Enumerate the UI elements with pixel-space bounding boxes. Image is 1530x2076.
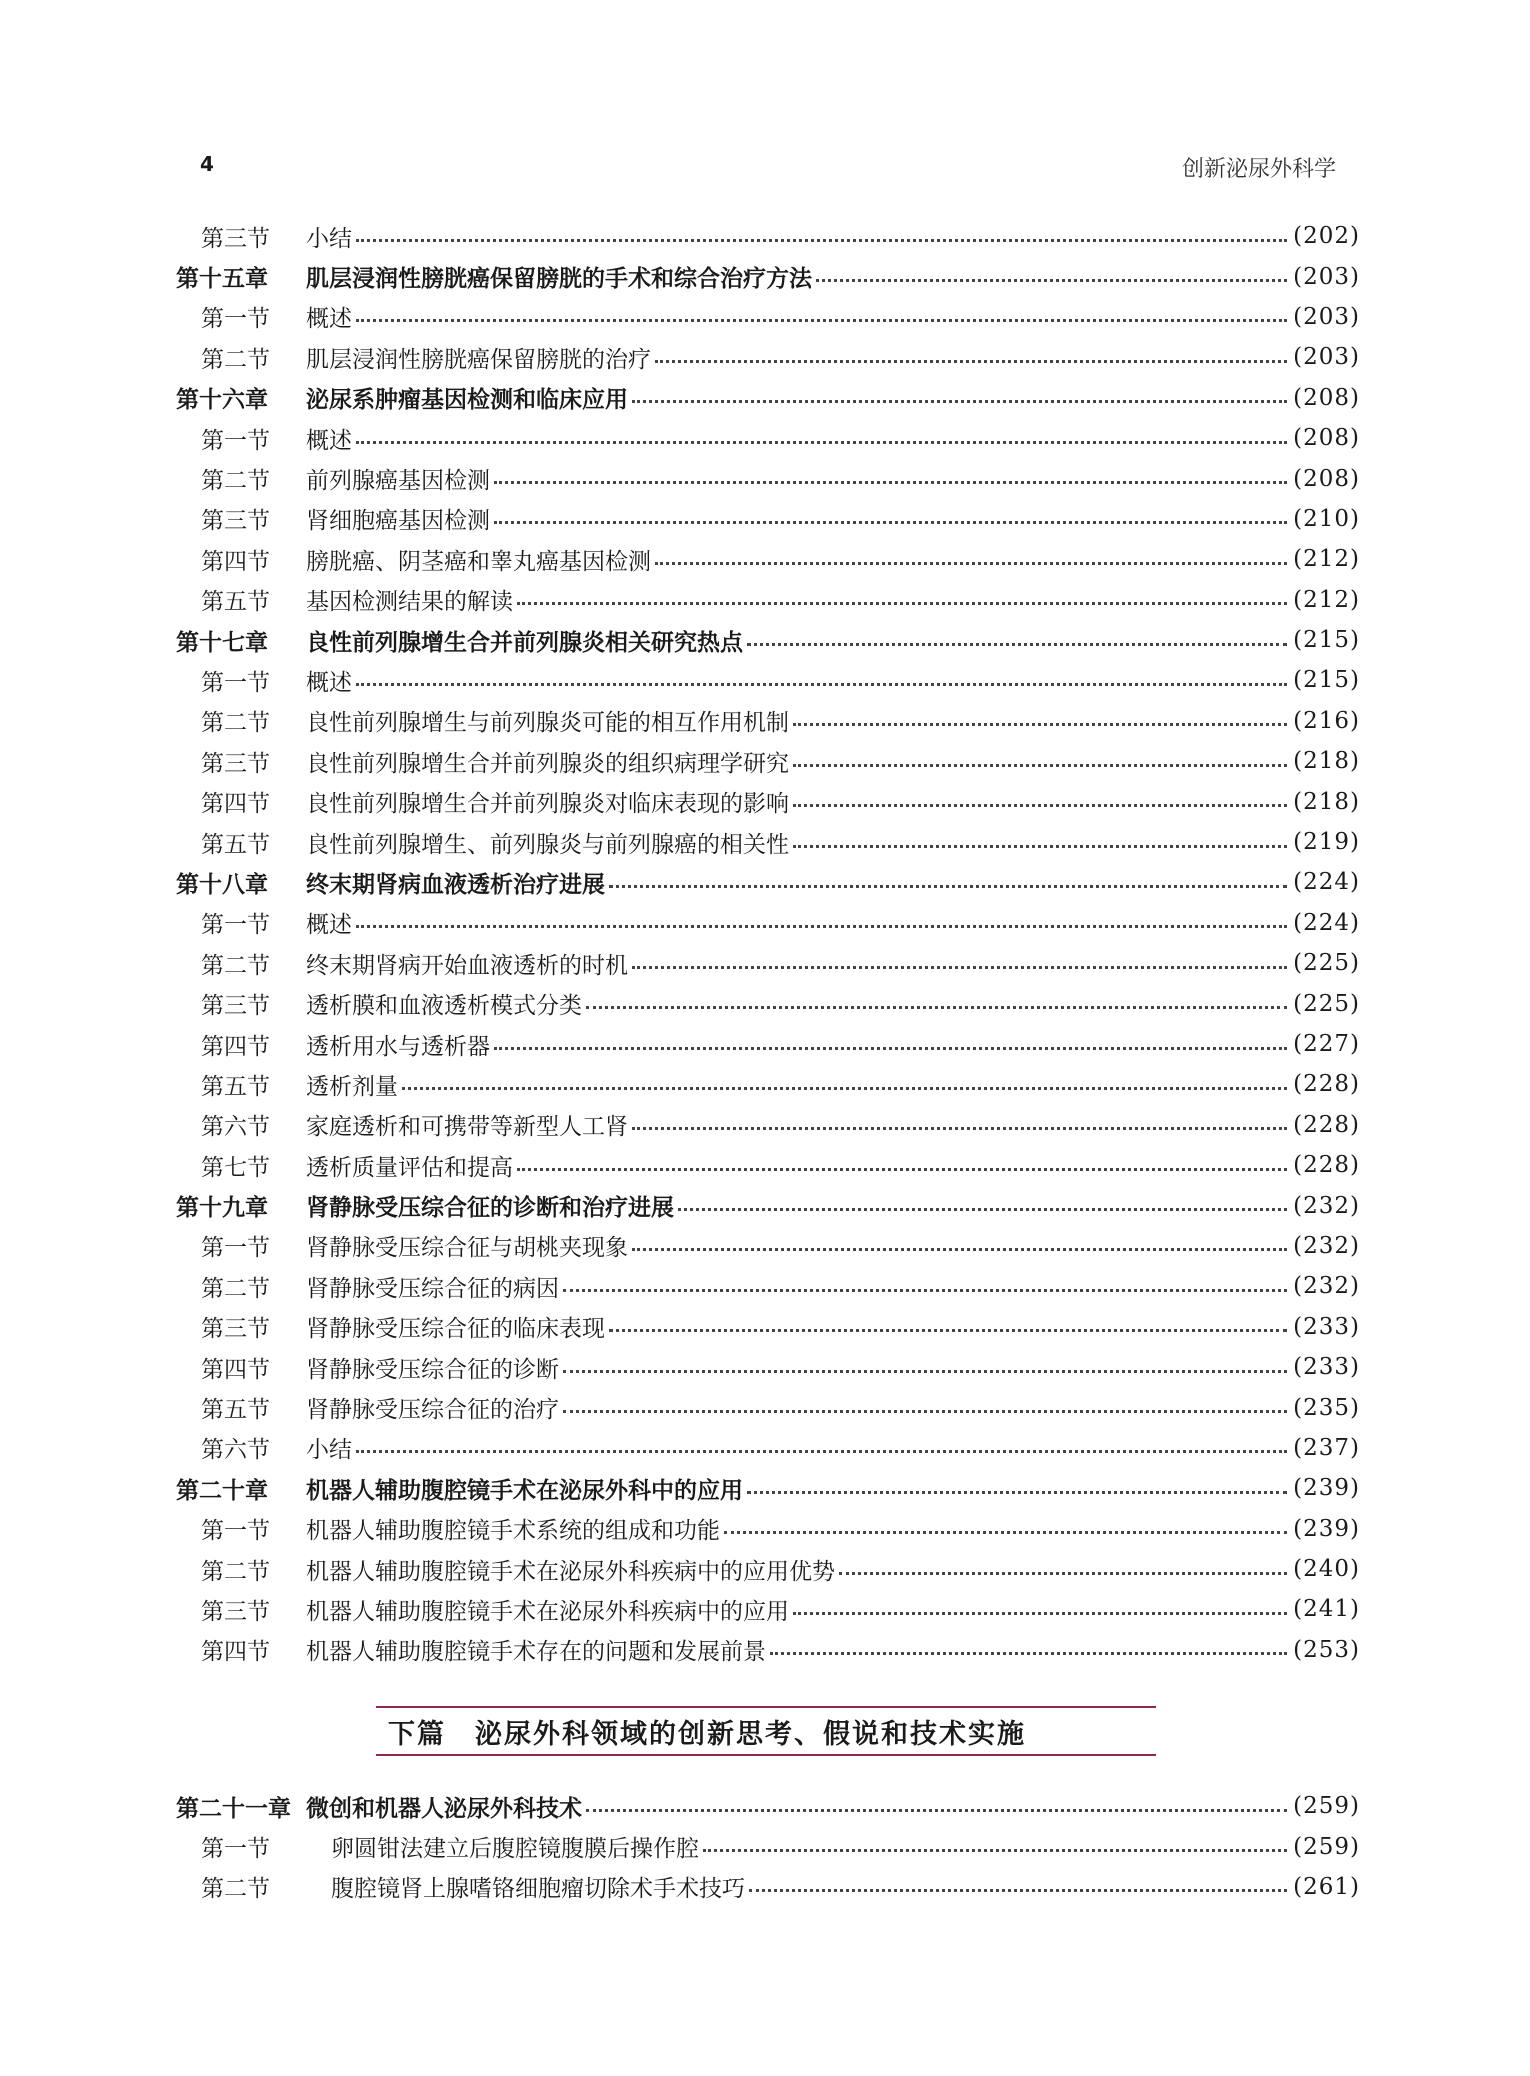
toc-entry-page: (239) <box>1293 1475 1360 1502</box>
toc-entry-title: 概述 <box>306 669 352 696</box>
toc-entry-title: 透析剂量 <box>306 1073 398 1100</box>
toc-leader-dots <box>749 1889 1287 1892</box>
toc-section-entry[interactable] <box>176 1024 1360 1064</box>
toc-leader-dots <box>747 643 1287 646</box>
toc-section-entry[interactable] <box>176 1509 1360 1549</box>
toc-entry-title: 终末期肾病血液透析治疗进展 <box>306 871 605 898</box>
toc-leader-dots <box>356 683 1287 686</box>
toc-section-entry[interactable] <box>176 1347 1360 1387</box>
toc-entry-label: 第三节 <box>201 1316 270 1343</box>
toc-section-entry[interactable] <box>176 1826 1360 1866</box>
toc-entry-title: 肾静脉受压综合征的治疗 <box>306 1397 559 1424</box>
toc-entry-label: 第一节 <box>201 427 270 454</box>
toc-leader-dots <box>793 764 1287 767</box>
toc-entry-label: 第三节 <box>201 993 270 1020</box>
toc-entry-page: (208) <box>1293 465 1360 492</box>
toc-entry-title: 透析膜和血液透析模式分类 <box>306 993 582 1020</box>
toc-section-entry[interactable] <box>176 418 1360 458</box>
toc-entry-page: (215) <box>1293 627 1360 654</box>
toc-leader-dots <box>494 1047 1287 1050</box>
toc-entry-label: 第五节 <box>201 1073 270 1100</box>
toc-entry-label: 第四节 <box>201 1033 270 1060</box>
toc-section-entry[interactable] <box>176 539 1360 579</box>
toc-entry-page: (208) <box>1293 384 1360 411</box>
toc-leader-dots <box>494 481 1287 484</box>
toc-section-entry[interactable] <box>176 741 1360 781</box>
toc-section-entry[interactable] <box>176 580 1360 620</box>
toc-chapter-entry[interactable] <box>176 620 1360 660</box>
toc-entry-page: (215) <box>1293 667 1360 694</box>
toc-entry-page: (203) <box>1293 263 1360 290</box>
toc-entry-label: 第一节 <box>201 1235 270 1262</box>
toc-entry-page: (225) <box>1293 950 1360 977</box>
toc-entry-page: (218) <box>1293 748 1360 775</box>
toc-entry-title: 微创和机器人泌尿外科技术 <box>306 1795 582 1822</box>
toc-entry-title: 膀胱癌、阴茎癌和睾丸癌基因检测 <box>306 548 651 575</box>
toc-entry-page: (212) <box>1293 546 1360 573</box>
toc-list-upper <box>176 216 1360 1670</box>
toc-entry-page: (228) <box>1293 1071 1360 1098</box>
toc-leader-dots <box>632 400 1287 403</box>
toc-entry-label: 第二节 <box>201 468 270 495</box>
toc-entry-page: (233) <box>1293 1313 1360 1340</box>
toc-entry-title: 概述 <box>306 912 352 939</box>
toc-entry-label: 第二十一章 <box>176 1795 291 1822</box>
toc-leader-dots <box>816 279 1287 282</box>
toc-entry-page: (233) <box>1293 1354 1360 1381</box>
toc-entry-title: 机器人辅助腹腔镜手术在泌尿外科疾病中的应用 <box>306 1598 789 1625</box>
toc-entry-label: 第一节 <box>201 1836 270 1863</box>
toc-chapter-entry[interactable] <box>176 1185 1360 1225</box>
toc-entry-title: 小结 <box>306 1437 352 1464</box>
toc-entry-label: 第二节 <box>201 952 270 979</box>
toc-entry-page: (253) <box>1293 1636 1360 1663</box>
toc-entry-label: 第六节 <box>201 1114 270 1141</box>
toc-section-entry[interactable] <box>176 499 1360 539</box>
toc-leader-dots <box>632 1127 1287 1130</box>
toc-entry-label: 第三节 <box>201 508 270 535</box>
toc-entry-page: (232) <box>1293 1192 1360 1219</box>
toc-entry-page: (261) <box>1293 1873 1360 1900</box>
toc-leader-dots <box>563 1370 1287 1373</box>
toc-entry-page: (235) <box>1293 1394 1360 1421</box>
toc-entry-label: 第二节 <box>201 1876 270 1903</box>
toc-entry-title: 卵圆钳法建立后腹腔镜腹膜后操作腔 <box>331 1836 699 1863</box>
toc-leader-dots <box>494 521 1287 524</box>
toc-entry-title: 前列腺癌基因检测 <box>306 468 490 495</box>
toc-leader-dots <box>655 562 1287 565</box>
toc-leader-dots <box>609 885 1287 888</box>
toc-entry-title: 良性前列腺增生合并前列腺炎相关研究热点 <box>306 629 743 656</box>
toc-entry-label: 第二十章 <box>176 1477 268 1504</box>
toc-entry-page: (203) <box>1293 344 1360 371</box>
toc-leader-dots <box>770 1652 1287 1655</box>
toc-entry-title: 机器人辅助腹腔镜手术存在的问题和发展前景 <box>306 1639 766 1666</box>
toc-entry-label: 第一节 <box>201 306 270 333</box>
toc-entry-title: 肾静脉受压综合征的诊断和治疗进展 <box>306 1195 674 1222</box>
toc-entry-label: 第十九章 <box>176 1195 268 1222</box>
toc-chapter-entry[interactable] <box>176 378 1360 418</box>
toc-entry-title: 机器人辅助腹腔镜手术在泌尿外科疾病中的应用优势 <box>306 1558 835 1585</box>
toc-entry-title: 肾静脉受压综合征的临床表现 <box>306 1316 605 1343</box>
toc-entry-label: 第四节 <box>201 1356 270 1383</box>
toc-entry-title: 肌层浸润性膀胱癌保留膀胱的手术和综合治疗方法 <box>306 266 812 293</box>
book-title: 创新泌尿外科学 <box>1181 157 1336 182</box>
toc-entry-page: (210) <box>1293 505 1360 532</box>
toc-section-entry[interactable] <box>176 297 1360 337</box>
toc-leader-dots <box>793 845 1287 848</box>
toc-leader-dots <box>839 1572 1287 1575</box>
toc-section-entry[interactable] <box>176 216 1360 256</box>
toc-entry-title: 概述 <box>306 306 352 333</box>
toc-entry-label: 第一节 <box>201 912 270 939</box>
toc-leader-dots <box>586 1006 1287 1009</box>
toc-section-entry[interactable] <box>176 1064 1360 1104</box>
toc-leader-dots <box>356 1450 1287 1453</box>
toc-entry-label: 第五节 <box>201 831 270 858</box>
toc-section-entry[interactable] <box>176 337 1360 377</box>
toc-leader-dots <box>793 804 1287 807</box>
toc-entry-page: (228) <box>1293 1111 1360 1138</box>
toc-leader-dots <box>655 360 1287 363</box>
toc-entry-label: 第三节 <box>201 225 270 252</box>
toc-section-entry[interactable] <box>176 983 1360 1023</box>
toc-section-entry[interactable] <box>176 1428 1360 1468</box>
toc-entry-page: (208) <box>1293 425 1360 452</box>
toc-entry-title: 泌尿系肿瘤基因检测和临床应用 <box>306 387 628 414</box>
toc-leader-dots <box>586 1809 1287 1812</box>
toc-entry-page: (202) <box>1293 223 1360 250</box>
toc-section-entry[interactable] <box>176 1387 1360 1427</box>
toc-section-entry[interactable] <box>176 943 1360 983</box>
toc-entry-label: 第三节 <box>201 1598 270 1625</box>
toc-entry-title: 肾静脉受压综合征与胡桃夹现象 <box>306 1235 628 1262</box>
toc-entry-title: 良性前列腺增生合并前列腺炎对临床表现的影响 <box>306 791 789 818</box>
toc-section-entry[interactable] <box>176 903 1360 943</box>
toc-leader-dots <box>563 1289 1287 1292</box>
toc-entry-label: 第三节 <box>201 750 270 777</box>
toc-leader-dots <box>356 239 1287 242</box>
toc-entry-title: 肾静脉受压综合征的诊断 <box>306 1356 559 1383</box>
toc-entry-title: 终末期肾病开始血液透析的时机 <box>306 952 628 979</box>
toc-list-lower <box>176 1786 1360 1907</box>
toc-section-entry[interactable] <box>176 1307 1360 1347</box>
toc-section-entry[interactable] <box>176 1266 1360 1306</box>
toc-entry-page: (259) <box>1293 1833 1360 1860</box>
toc-entry-page: (228) <box>1293 1152 1360 1179</box>
toc-entry-title: 家庭透析和可携带等新型人工肾 <box>306 1114 628 1141</box>
toc-entry-label: 第四节 <box>201 791 270 818</box>
part-label: 下篇 <box>388 1719 446 1750</box>
toc-entry-page: (212) <box>1293 586 1360 613</box>
toc-leader-dots <box>724 1531 1287 1534</box>
page-number: 4 <box>200 152 214 176</box>
toc-section-entry[interactable] <box>176 781 1360 821</box>
toc-entry-page: (219) <box>1293 829 1360 856</box>
toc-entry-page: (218) <box>1293 788 1360 815</box>
toc-entry-label: 第二节 <box>201 346 270 373</box>
toc-leader-dots <box>517 1168 1287 1171</box>
toc-entry-title: 腹腔镜肾上腺嗜铬细胞瘤切除术手术技巧 <box>331 1876 745 1903</box>
toc-entry-label: 第五节 <box>201 1397 270 1424</box>
toc-entry-title: 概述 <box>306 427 352 454</box>
toc-entry-page: (232) <box>1293 1273 1360 1300</box>
toc-chapter-entry[interactable] <box>176 256 1360 296</box>
toc-entry-page: (227) <box>1293 1031 1360 1057</box>
toc-entry-label: 第六节 <box>201 1437 270 1464</box>
toc-section-entry[interactable] <box>176 1549 1360 1589</box>
toc-entry-label: 第十五章 <box>176 266 268 293</box>
toc-chapter-entry[interactable] <box>176 1468 1360 1508</box>
toc-entry-label: 第二节 <box>201 1558 270 1585</box>
toc-leader-dots <box>703 1849 1287 1852</box>
toc-entry-label: 第四节 <box>201 548 270 575</box>
toc-entry-title: 透析用水与透析器 <box>306 1033 490 1060</box>
toc-entry-title: 肾细胞癌基因检测 <box>306 508 490 535</box>
toc-section-entry[interactable] <box>176 458 1360 498</box>
toc-entry-page: (241) <box>1293 1596 1360 1623</box>
toc-entry-title: 机器人辅助腹腔镜手术在泌尿外科中的应用 <box>306 1477 743 1504</box>
toc-section-entry[interactable] <box>176 822 1360 862</box>
toc-section-entry[interactable] <box>176 1226 1360 1266</box>
toc-leader-dots <box>609 1329 1287 1332</box>
part-title: 泌尿外科领域的创新思考、假说和技术实施 <box>475 1719 1026 1750</box>
toc-entry-title: 基因检测结果的解读 <box>306 589 513 616</box>
toc-leader-dots <box>632 966 1287 969</box>
toc-leader-dots <box>356 925 1287 928</box>
toc-entry-page: (239) <box>1293 1515 1360 1542</box>
toc-leader-dots <box>402 1087 1287 1090</box>
toc-chapter-entry[interactable] <box>176 1786 1360 1826</box>
toc-entry-page: (216) <box>1293 707 1360 734</box>
toc-entry-title: 机器人辅助腹腔镜手术系统的组成和功能 <box>306 1518 720 1545</box>
toc-entry-label: 第五节 <box>201 589 270 616</box>
page-header <box>200 152 1336 188</box>
toc-leader-dots <box>563 1410 1287 1413</box>
toc-chapter-entry[interactable] <box>176 862 1360 902</box>
toc-leader-dots <box>793 723 1287 726</box>
toc-entry-label: 第二节 <box>201 1275 270 1302</box>
toc-entry-page: (224) <box>1293 909 1360 936</box>
toc-section-entry[interactable] <box>176 1867 1360 1907</box>
toc-entry-page: (232) <box>1293 1232 1360 1259</box>
toc-leader-dots <box>517 602 1287 605</box>
toc-entry-title: 肌层浸润性膀胱癌保留膀胱的治疗 <box>306 346 651 373</box>
toc-entry-label: 第七节 <box>201 1154 270 1181</box>
toc-entry-page: (237) <box>1293 1434 1360 1461</box>
toc-entry-label: 第二节 <box>201 710 270 737</box>
toc-entry-title: 良性前列腺增生与前列腺炎可能的相互作用机制 <box>306 710 789 737</box>
toc-entry-page: (225) <box>1293 990 1360 1017</box>
toc-entry-page: (203) <box>1293 303 1360 330</box>
toc-section-entry[interactable] <box>176 1145 1360 1185</box>
toc-section-entry[interactable] <box>176 1630 1360 1670</box>
toc-entry-label: 第四节 <box>201 1639 270 1666</box>
toc-leader-dots <box>356 441 1287 444</box>
toc-section-entry[interactable] <box>176 701 1360 741</box>
toc-entry-title: 良性前列腺增生合并前列腺炎的组织病理学研究 <box>306 750 789 777</box>
toc-section-entry[interactable] <box>176 660 1360 700</box>
toc-entry-title: 良性前列腺增生、前列腺炎与前列腺癌的相关性 <box>306 831 789 858</box>
part-heading <box>376 1706 1156 1756</box>
toc-entry-label: 第十八章 <box>176 871 268 898</box>
toc-leader-dots <box>632 1248 1287 1251</box>
toc-entry-page: (240) <box>1293 1556 1360 1583</box>
toc-leader-dots <box>356 319 1287 322</box>
toc-entry-page: (259) <box>1293 1793 1360 1820</box>
toc-section-entry[interactable] <box>176 1105 1360 1145</box>
toc-entry-title: 肾静脉受压综合征的病因 <box>306 1275 559 1302</box>
toc-leader-dots <box>793 1612 1287 1615</box>
toc-entry-label: 第十六章 <box>176 387 268 414</box>
toc-leader-dots <box>678 1208 1287 1211</box>
toc-entry-label: 第十七章 <box>176 629 268 656</box>
toc-leader-dots <box>747 1491 1287 1494</box>
toc-entry-title: 小结 <box>306 225 352 252</box>
toc-entry-label: 第一节 <box>201 1518 270 1545</box>
toc-section-entry[interactable] <box>176 1589 1360 1629</box>
toc-entry-title: 透析质量评估和提高 <box>306 1154 513 1181</box>
toc-entry-page: (224) <box>1293 869 1360 896</box>
toc-entry-label: 第一节 <box>201 669 270 696</box>
